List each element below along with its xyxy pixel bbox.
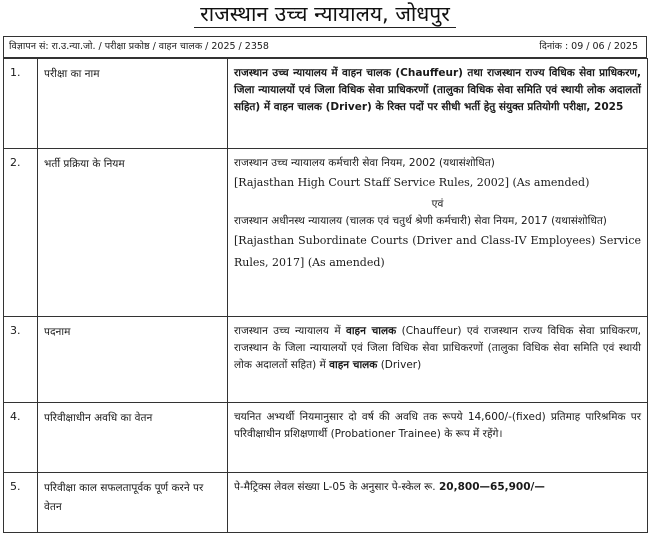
page-title: राजस्थान उच्च न्यायालय, जोधपुर xyxy=(194,1,456,28)
notice-date: दिनांक : 09 / 06 / 2025 xyxy=(539,41,638,52)
designation-chauffeur: वाहन चालक xyxy=(346,325,397,337)
rule-1-english: [Rajasthan High Court Staff Service Rules, 2002] (As amended) xyxy=(234,176,590,189)
pay-scale-text xyxy=(228,473,647,500)
designation-part-3: (Driver) xyxy=(380,359,422,371)
rule-2-english: [Rajasthan Subordinate Courts (Driver and Class-IV Employees) Service Rules, 2017] (As amended) xyxy=(234,234,641,269)
row-number: 4. xyxy=(10,410,21,423)
rule-1-hindi: राजस्थान उच्च न्यायालय कर्मचारी सेवा नियम, 2002 (यथासंशोधित) xyxy=(234,157,495,169)
table-row xyxy=(4,473,648,533)
rule-2-hindi: राजस्थान अधीनस्थ न्यायालय (चालक एवं चतुर्थ श्रेणी कर्मचारी) सेवा नियम, 2017 (यथासंशोधित) xyxy=(234,215,607,227)
details-table xyxy=(3,58,648,533)
row-label: पदनाम xyxy=(44,326,71,338)
designation-driver: वाहन चालक xyxy=(329,359,378,371)
pay-scale-label: पे-मैट्रिक्स लेवल संख्या L-05 के अनुसार पे-स्केल रू. xyxy=(234,481,436,493)
recruitment-rules xyxy=(228,149,647,278)
row-number: 1. xyxy=(10,66,21,79)
exam-name-text: राजस्थान उच्च न्यायालय में वाहन चालक (Chauffeur) तथा राजस्थान राज्य विधिक सेवा प्राधिकरण, जिला न्यायालयों एवं जिला विधिक सेवा प्राधिकरणों (तालुका विधिक सेवा समिति एवं स्थायी लोक अदालतों सहित) में वाहन चालक (Driver) के रिक्त पदों पर सीधी भर्ती हेतु संयुक्त प्रतियोगी परीक्षा, 2025 xyxy=(234,67,641,113)
pay-scale-amount: 20,800—65,900/— xyxy=(439,481,545,493)
designation-part-2: (Chauffeur) एवं राजस्थान राज्य विधिक सेवा प्राधिकरण, राजस्थान के जिला न्यायालयों एवं जिला विधिक सेवा प्राधिकरणों (तालुका विधिक सेवा समिति एवं स्थायी लोक अदालतों सहित) में xyxy=(234,325,642,371)
row-number: 5. xyxy=(10,480,21,493)
row-label: भर्ती प्रक्रिया के नियम xyxy=(44,158,125,170)
row-label: परीक्षा का नाम xyxy=(44,68,100,80)
table-row xyxy=(4,317,648,403)
probation-pay-text: चयनित अभ्यर्थी नियमानुसार दो वर्ष की अवधि तक रूपये 14,600/-(fixed) प्रतिमाह पारिश्रमिक पर परिवीक्षाधीन प्रशिक्षणार्थी (Probationer Trainee) के रूप में रहेंगे। xyxy=(234,411,641,440)
table-row xyxy=(4,149,648,317)
row-number: 2. xyxy=(10,156,21,169)
notice-number: विज्ञापन सं: रा.उ.न्या.जो. / परीक्षा प्रकोष्ठ / वाहन चालक / 2025 / 2358 xyxy=(9,41,269,52)
table-row xyxy=(4,59,648,149)
header xyxy=(0,0,650,30)
notice-meta-bar xyxy=(3,36,647,58)
rule-joiner: एवं xyxy=(431,198,444,210)
designation-text xyxy=(228,317,647,378)
row-number: 3. xyxy=(10,324,21,337)
designation-part-1: राजस्थान उच्च न्यायालय में xyxy=(234,325,341,337)
row-label: परिवीक्षा काल सफलतापूर्वक पूर्ण करने पर वेतन xyxy=(44,482,204,513)
row-label: परिवीक्षाधीन अवधि का वेतन xyxy=(44,412,153,424)
table-row xyxy=(4,403,648,473)
